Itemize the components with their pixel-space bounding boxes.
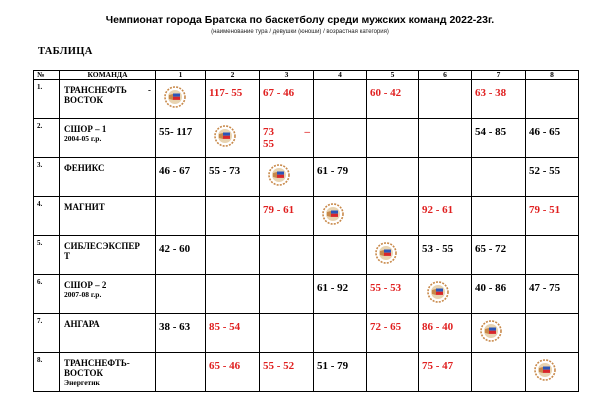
team-name-line1: ТРАНСНЕФТЬ (64, 85, 127, 95)
score-cell: 72 - 65 (367, 314, 419, 353)
results-table (33, 70, 579, 392)
score-cell-empty (156, 353, 206, 392)
col-header-num: № (34, 71, 60, 80)
col-header-6: 6 (419, 71, 472, 80)
score-cell-empty (260, 236, 314, 275)
score-cell-empty (314, 236, 367, 275)
self-cell (206, 119, 260, 158)
team-name-line2: ВОСТОК (64, 95, 104, 105)
team-name (60, 80, 156, 119)
score-cell-empty (206, 236, 260, 275)
federation-emblem-icon (480, 320, 502, 342)
team-name-line1: СШОР – 1 (64, 124, 107, 134)
score-dash: – (304, 126, 310, 138)
row-number: 2. (34, 119, 60, 158)
table-row (34, 119, 579, 158)
score-cell-empty (472, 158, 526, 197)
score-cell: 117- 55 (206, 80, 260, 119)
score-cell: 61 - 92 (314, 275, 367, 314)
table-label: ТАБЛИЦА (38, 46, 93, 57)
score-cell: 54 - 85 (472, 119, 526, 158)
page-subtitle: (наименование тура / девушки (юноши) / возрастная категория) (211, 29, 389, 35)
score-cell-empty (260, 314, 314, 353)
row-number: 6. (34, 275, 60, 314)
score-cell-empty (526, 236, 579, 275)
team-name-line2: Т (64, 251, 71, 261)
federation-emblem-icon (534, 359, 556, 381)
score-cell: 79 - 51 (526, 197, 579, 236)
score-cell: 55- 117 (156, 119, 206, 158)
score-cell-empty (367, 158, 419, 197)
self-cell (260, 158, 314, 197)
team-name-line1: ФЕНИКС (64, 163, 105, 173)
self-cell (314, 197, 367, 236)
score-cell-empty (260, 275, 314, 314)
self-cell (472, 314, 526, 353)
team-name-line2: ВОСТОК (64, 368, 104, 378)
score-cell: 60 - 42 (367, 80, 419, 119)
federation-emblem-icon (268, 164, 290, 186)
score-cell (260, 119, 314, 158)
score-cell: 51 - 79 (314, 353, 367, 392)
score-cell: 42 - 60 (156, 236, 206, 275)
score-cell: 46 - 65 (526, 119, 579, 158)
score-cell: 61 - 79 (314, 158, 367, 197)
team-name (60, 158, 156, 197)
score-cell: 40 - 86 (472, 275, 526, 314)
score-cell-empty (472, 197, 526, 236)
score-cell: 55 - 53 (367, 275, 419, 314)
score-cell-empty (206, 197, 260, 236)
col-header-7: 7 (472, 71, 526, 80)
row-number: 5. (34, 236, 60, 275)
score-cell-empty (367, 119, 419, 158)
score-cell: 46 - 67 (156, 158, 206, 197)
team-name-dash: - (148, 85, 151, 95)
row-number: 1. (34, 80, 60, 119)
team-age-group: 2007-08 г.р. (64, 290, 102, 299)
score-cell-empty (419, 158, 472, 197)
score-away: 55 (263, 138, 274, 150)
score-cell: 55 - 73 (206, 158, 260, 197)
score-cell: 75 - 47 (419, 353, 472, 392)
table-row (34, 236, 579, 275)
col-header-2: 2 (206, 71, 260, 80)
federation-emblem-icon (427, 281, 449, 303)
federation-emblem-icon (322, 203, 344, 225)
row-number: 3. (34, 158, 60, 197)
col-header-8: 8 (526, 71, 579, 80)
score-cell-empty (314, 314, 367, 353)
score-home: 73 (263, 126, 274, 138)
table-row (34, 197, 579, 236)
score-cell-empty (367, 197, 419, 236)
team-name (60, 275, 156, 314)
team-name-line1: ТРАНСНЕФТЬ- (64, 358, 130, 368)
team-name-line1: СШОР – 2 (64, 280, 107, 290)
score-cell-empty (314, 80, 367, 119)
team-subtitle: Энергетик (64, 378, 100, 387)
self-cell (526, 353, 579, 392)
score-cell: 53 - 55 (419, 236, 472, 275)
team-name (60, 236, 156, 275)
federation-emblem-icon (164, 86, 186, 108)
team-name (60, 197, 156, 236)
self-cell (367, 236, 419, 275)
score-cell-empty (156, 197, 206, 236)
table-row (34, 275, 579, 314)
table-row (34, 314, 579, 353)
table-row (34, 158, 579, 197)
team-name (60, 119, 156, 158)
self-cell (156, 80, 206, 119)
self-cell (419, 275, 472, 314)
score-cell: 85 - 54 (206, 314, 260, 353)
col-header-5: 5 (367, 71, 419, 80)
col-header-team: КОМАНДА (60, 71, 156, 80)
table-row (34, 353, 579, 392)
header-row (34, 71, 579, 80)
col-header-3: 3 (260, 71, 314, 80)
row-number: 4. (34, 197, 60, 236)
score-cell: 63 - 38 (472, 80, 526, 119)
team-name (60, 314, 156, 353)
team-name (60, 353, 156, 392)
score-cell-empty (206, 275, 260, 314)
team-name-line1: СИБЛЕСЭКСПЕР (64, 241, 140, 251)
team-name-line1: МАГНИТ (64, 202, 105, 212)
federation-emblem-icon (375, 242, 397, 264)
score-cell-empty (526, 80, 579, 119)
score-cell-empty (367, 353, 419, 392)
table-row (34, 80, 579, 119)
score-cell: 86 - 40 (419, 314, 472, 353)
score-cell: 65 - 72 (472, 236, 526, 275)
score-cell: 55 - 52 (260, 353, 314, 392)
row-number: 7. (34, 314, 60, 353)
score-cell-empty (419, 119, 472, 158)
federation-emblem-icon (214, 125, 236, 147)
score-cell: 38 - 63 (156, 314, 206, 353)
score-cell: 79 - 61 (260, 197, 314, 236)
score-cell: 52 - 55 (526, 158, 579, 197)
col-header-1: 1 (156, 71, 206, 80)
team-age-group: 2004-05 г.р. (64, 134, 102, 143)
score-cell: 92 - 61 (419, 197, 472, 236)
score-cell-empty (314, 119, 367, 158)
page-title: Чемпионат города Братска по баскетболу среди мужских команд 2022-23г. (105, 14, 495, 26)
team-name-line1: АНГАРА (64, 319, 100, 329)
score-cell: 65 - 46 (206, 353, 260, 392)
score-cell-empty (419, 80, 472, 119)
row-number: 8. (34, 353, 60, 392)
score-cell-empty (526, 314, 579, 353)
score-cell-empty (156, 275, 206, 314)
col-header-4: 4 (314, 71, 367, 80)
score-cell: 47 - 75 (526, 275, 579, 314)
score-cell-empty (472, 353, 526, 392)
score-cell: 67 - 46 (260, 80, 314, 119)
